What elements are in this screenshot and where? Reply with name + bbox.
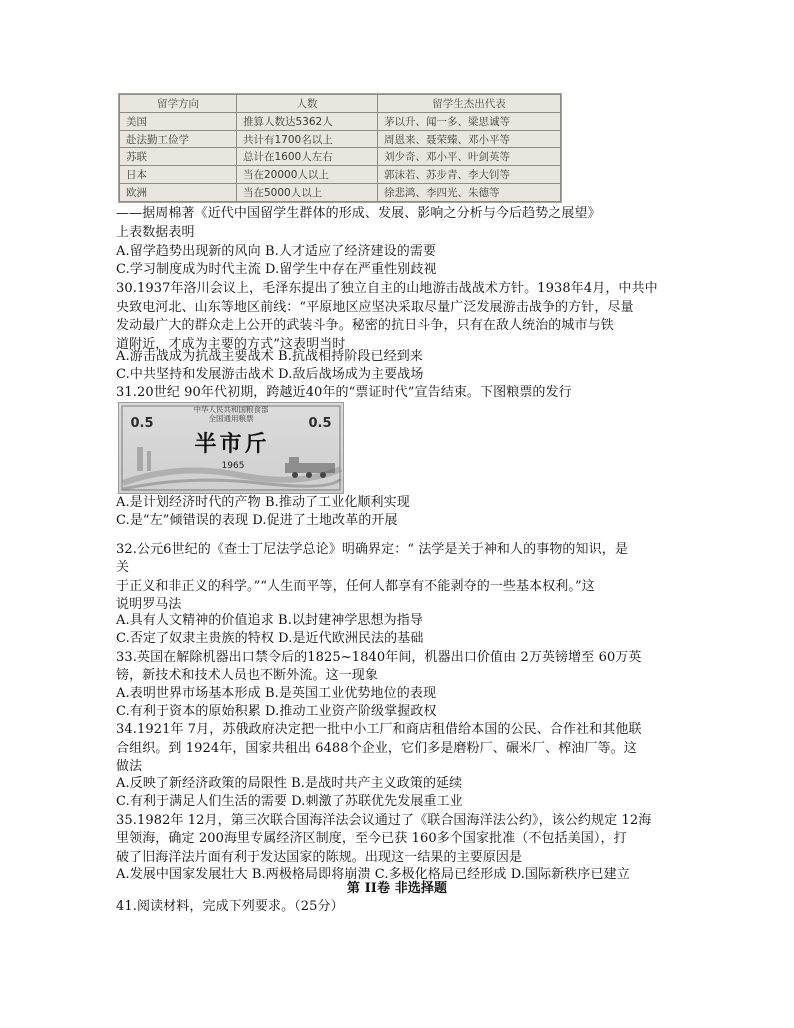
section-title: 第 II卷 非选择题 <box>346 881 448 896</box>
question-stem: 上表数据表明 <box>116 225 195 240</box>
option-line: C.有利于满足人们生活的需要 D.刺激了苏联优先发展重工业 <box>116 794 463 809</box>
table-header-cell: 留学生杰出代表 <box>378 95 561 113</box>
table-cell: 推算人数达5362人 <box>237 112 378 130</box>
table-cell: 总计在1600人左右 <box>237 148 378 166</box>
question-text: 道附近，才成为主要的方式”这表明当时 <box>116 337 346 352</box>
table-row <box>120 148 561 166</box>
table-row <box>120 130 561 148</box>
question-text: 发动最广大的群众走上公开的武装斗争。秘密的抗日斗争，只有在敌人统治的城市与铁 <box>116 318 614 333</box>
question-text: 说明罗马法 <box>116 597 182 612</box>
table-cell: 欧洲 <box>120 184 237 202</box>
option-line: C.有利于资本的原始积累 D.推动工业资产阶级掌握政权 <box>116 704 437 719</box>
option-line: A.是计划经济时代的产物 B.推动了工业化顺利实现 <box>116 495 410 510</box>
question-text: 于正义和非正义的科学。”“人生而平等，任何人都享有不能剥夺的一些基本权利。”这 <box>116 579 595 594</box>
table-cell: 徐悲鸿、李四光、朱德等 <box>378 184 561 202</box>
option-line: C.学习制度成为时代主流 D.留学生中存在严重性别歧视 <box>116 262 437 277</box>
study-abroad-table-image <box>118 93 562 203</box>
question-35: 35.1982年 12月，第三次联合国海洋法会议通过了《联合国海洋法公约》，该公约规定 12海 <box>116 813 652 828</box>
question-34: 34.1921年 7月，苏俄政府决定把一批中小工厂和商店租借给本国的公民、合作社和其他联 <box>116 722 642 737</box>
question-32: 32.公元6世纪的《查士丁尼法学总论》明确界定：“ 法学是关于神和人的事物的知识，是 <box>116 542 628 557</box>
question-text: 镑，新技术和技术人员也不断外流。这一现象 <box>116 668 379 683</box>
table-cell: 苏联 <box>120 148 237 166</box>
study-abroad-table <box>119 94 561 202</box>
table-header-cell: 留学方向 <box>120 95 237 113</box>
option-line: A.具有人文精神的价值追求 B.以封建神学思想为指导 <box>116 613 423 628</box>
ticket-value-left: 0.5 <box>130 416 154 431</box>
table-cell: 刘少奇、邓小平、叶剑英等 <box>378 148 561 166</box>
table-cell: 茅以升、闻一多、梁思诚等 <box>378 112 561 130</box>
table-row <box>120 166 561 184</box>
table-cell: 郭沫若、苏步青、李大钊等 <box>378 166 561 184</box>
option-line: C.中共坚持和发展游击战术 D.敌后战场成为主要战场 <box>116 367 424 382</box>
question-text: 破了旧海洋法片面有利于发达国家的陈规。出现这一结果的主要原因是 <box>116 850 523 865</box>
table-cell: 当在20000人以上 <box>237 166 378 184</box>
table-cell: 当在5000人以上 <box>237 184 378 202</box>
question-text: 里领海，确定 200海里专属经济区制度，至今已获 160多个国家批准（不包括美国），打 <box>116 831 627 846</box>
ticket-year: 1965 <box>221 461 245 471</box>
option-line: A.反映了新经济政策的局限性 B.是战时共产主义政策的延续 <box>116 776 463 791</box>
table-header-cell: 人数 <box>237 95 378 113</box>
question-text: 关 <box>116 560 130 575</box>
ticket-issuer-line: 中华人民共和国粮食部 <box>193 405 269 414</box>
question-30: 30.1937年洛川会议上，毛泽东提出了独立自主的山地游击战战术方针。1938年4月，中共中 <box>116 281 658 296</box>
option-line: A.游击战成为抗战主要战术 B.抗战相持阶段已经到来 <box>116 349 423 364</box>
table-cell: 赴法勤工俭学 <box>120 130 237 148</box>
option-line: C.是“左”倾错误的表现 D.促进了土地改革的开展 <box>116 513 398 528</box>
table-cell: 周恩来、聂荣臻、邓小平等 <box>378 130 561 148</box>
question-33: 33.英国在解除机器出口禁令后的1825~1840年间，机器出口价值由 2万英镑增至 60万英 <box>116 650 642 665</box>
question-41: 41.阅读材料，完成下列要求。（25分） <box>116 899 344 914</box>
question-text: 做法 <box>116 759 143 774</box>
question-31: 31.20世纪 90年代初期，跨越近40年的“票证时代”宣告结束。下图粮票的发行 <box>116 385 572 400</box>
question-text: 央致电河北、山东等地区前线：“平原地区应坚决采取尽量广泛发展游击战争的方针，尽量 <box>116 300 634 315</box>
ticket-denomination: 半市斤 <box>194 432 270 457</box>
table-cell: 共计有1700名以上 <box>237 130 378 148</box>
option-line: A.表明世界市场基本形成 B.是英国工业优势地位的表现 <box>116 686 437 701</box>
table-row <box>120 184 561 202</box>
option-line: A.留学趋势出现新的风向 B.人才适应了经济建设的需要 <box>116 244 437 259</box>
table-cell: 美国 <box>120 112 237 130</box>
table-row <box>120 112 561 130</box>
table-header-row <box>120 95 561 113</box>
ticket-type-line: 全国通用粮票 <box>208 414 254 423</box>
table-cell: 日本 <box>120 166 237 184</box>
source-citation: ——据周棉著《近代中国留学生群体的形成、发展、影响之分析与今后趋势之展望》 <box>116 206 601 221</box>
grain-ticket-image <box>118 402 344 494</box>
question-text: 合组织。到 1924年，国家共租出 6488个企业，它们多是磨粉厂、碾米厂、榨油厂等。这 <box>116 741 637 756</box>
option-line: C.否定了奴隶主贵族的特权 D.是近代欧洲民法的基础 <box>116 631 424 646</box>
option-line: A.发展中国家发展壮大 B.两极格局即将崩溃 C.多极化格局已经形成 D.国际新秩序已建立 <box>116 867 630 882</box>
ticket-value-right: 0.5 <box>308 416 332 431</box>
